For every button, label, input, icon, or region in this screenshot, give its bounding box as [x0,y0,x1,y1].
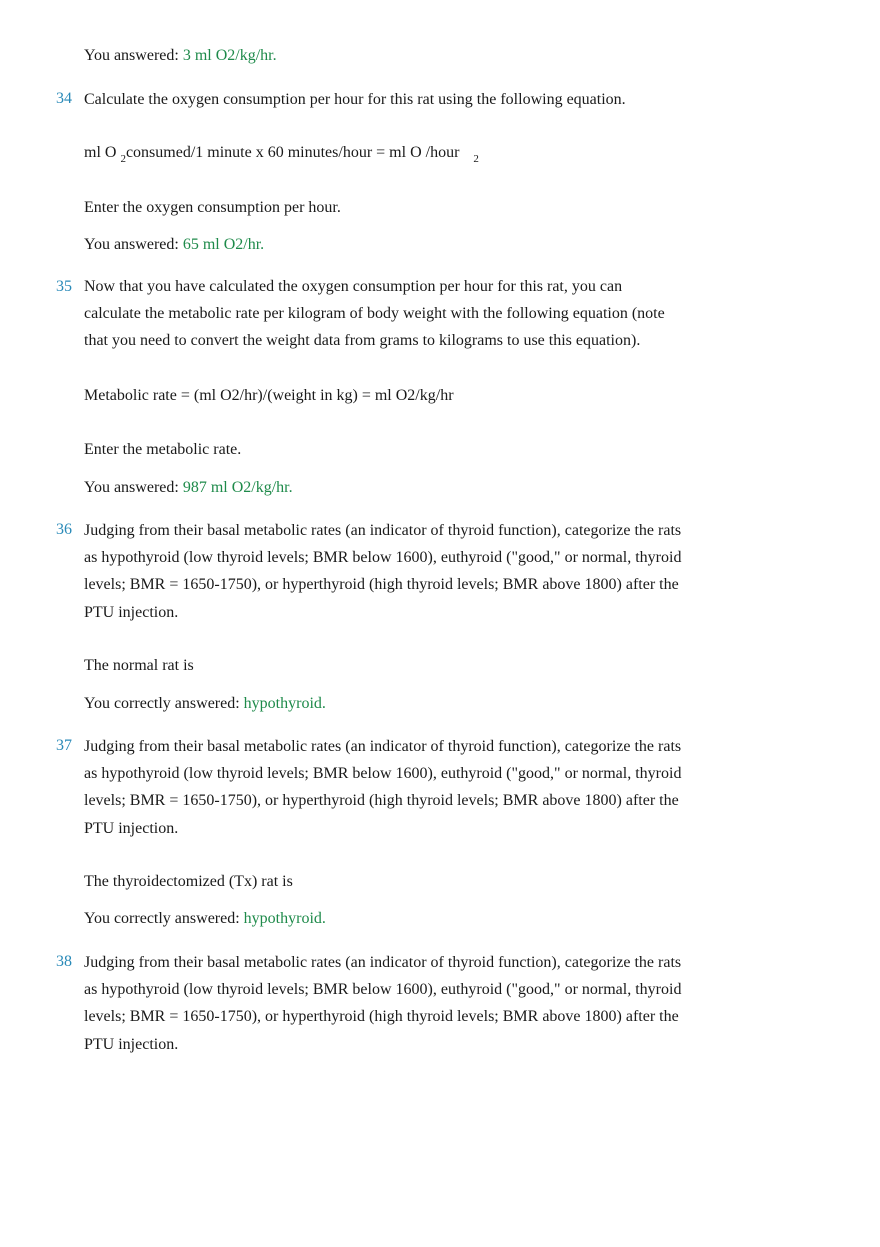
question-37-text: Judging from their basal metabolic rates (an indicator of thyroid function), categorize the rats as hypothyroid (low thyroid levels; BMR below 1600), euthyroid ("good," or normal, thyroid levels; BMR = 1650-1750), or hyperthyroid (high thyroid levels; BMR above 1800) after the PTU injection. [84,738,682,837]
question-number-34: 34 [56,90,72,107]
question-36-answer: You correctly answered: hypothyroid. [84,695,326,712]
question-number-37: 37 [56,737,72,754]
question-number-36: 36 [56,521,72,538]
question-37-answer: You correctly answered: hypothyroid. [84,910,326,927]
question-35-text: Now that you have calculated the oxygen consumption per hour for this rat, you can calculate the metabolic rate per kilogram of body weight with the following equation (note that you need to convert the weight data from grams to kilograms to use this equation). [84,278,665,350]
question-37-prompt: The thyroidectomized (Tx) rat is [84,873,293,890]
question-36-answer-value: hypothyroid. [243,695,326,712]
question-34-equation: ml O $_2$consumed/1 minute x 60 minutes/hour = ml O /hour $_2$ [84,144,479,165]
question-36-text: Judging from their basal metabolic rates (an indicator of thyroid function), categorize the rats as hypothyroid (low thyroid levels; BMR below 1600), euthyroid ("good," or normal, thyroid levels; BMR = 1650-1750), or hyperthyroid (high thyroid levels; BMR above 1800) after the PTU injection. [84,522,682,621]
question-34-text: Calculate the oxygen consumption per hour for this rat using the following equation. [84,91,626,108]
question-35-equation: Metabolic rate = (ml O2/hr)/(weight in kg) = ml O2/kg/hr [84,387,454,404]
previous-answer: You answered: 3 ml O2/kg/hr. [84,47,277,64]
question-34-answer: You answered: 65 ml O2/hr. [84,236,265,253]
question-34-answer-value: 65 ml O2/hr. [182,236,265,253]
question-number-35: 35 [56,278,72,295]
question-35-answer-value: 987 ml O2/kg/hr. [182,479,293,496]
question-34-prompt: Enter the oxygen consumption per hour. [84,199,341,216]
question-37-answer-value: hypothyroid. [243,910,326,927]
question-36-prompt: The normal rat is [84,657,194,674]
question-38-text: Judging from their basal metabolic rates (an indicator of thyroid function), categorize the rats as hypothyroid (low thyroid levels; BMR below 1600), euthyroid ("good," or normal, thyroid levels; BMR = 1650-1750), or hyperthyroid (high thyroid levels; BMR above 1800) after the PTU injection. [84,954,682,1053]
question-number-38: 38 [56,953,72,970]
previous-answer-value: 3 ml O2/kg/hr. [182,47,277,64]
question-35-prompt: Enter the metabolic rate. [84,441,242,458]
question-35-answer: You answered: 987 ml O2/kg/hr. [84,479,293,496]
